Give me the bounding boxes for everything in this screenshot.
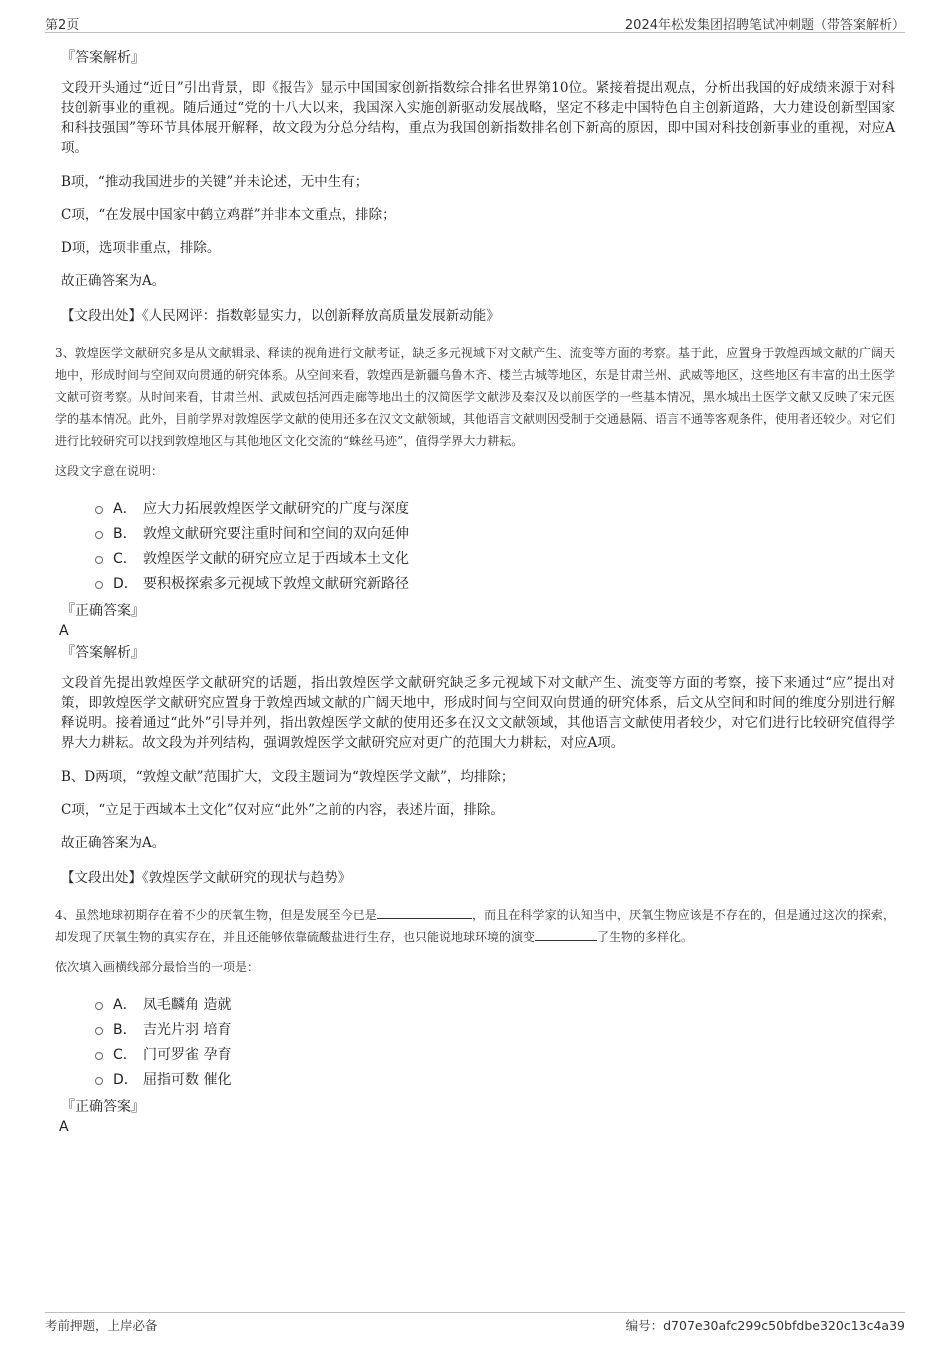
page-content bbox=[55, 40, 895, 1137]
option-text: 屈指可数 催化 bbox=[143, 1071, 232, 1088]
option-letter: C． bbox=[113, 1046, 137, 1063]
radio-icon[interactable] bbox=[95, 556, 103, 564]
q3-stem: 3、敦煌医学文献研究多是从文献辑录、释读的视角进行文献考证，缺乏多元视域下对文献产生、流变等方面的考察。基于此，应置身于敦煌西域文献的广阔天地中，形成时间与空间双向贯通的研究体系。从空间来看，敦煌西是新疆乌鲁木齐、楼兰古城等地区，东是甘肃兰州、武威等地区，这些地区有丰富的出土医学文献可资考察。从时间来看，甘肃兰州、武威包括河西走廊等地出土的汉简医学文献涉及秦汉及以前医学的一些基本情况，黑水城出土医学文献又反映了宋元医学的基本情况。此外，目前学界对敦煌医学文献的使用还多在汉文文献领域，其他语言文献则因受制于交通悬隔、语言不通等客观条件，使用者还较少。对它们进行比较研究可以找到敦煌地区与其他地区文化交流的“蛛丝马迹”，值得学界大力耕耘。 bbox=[55, 346, 896, 448]
option-letter: A． bbox=[113, 500, 137, 517]
radio-icon[interactable] bbox=[95, 1077, 103, 1085]
option-letter: D． bbox=[113, 575, 138, 592]
option-text: 敦煌文献研究要注重时间和空间的双向延伸 bbox=[143, 525, 409, 542]
q4-answer-label: 『正确答案』 bbox=[61, 1099, 145, 1115]
fill-blank-1 bbox=[377, 906, 472, 919]
q2-conclusion: 故正确答案为A。 bbox=[61, 273, 166, 289]
q4-answer: A bbox=[59, 1119, 69, 1135]
q2-option-d-note: D项，选项非重点，排除。 bbox=[61, 240, 221, 256]
q4-option-c[interactable] bbox=[95, 1041, 895, 1066]
page-header bbox=[45, 12, 905, 33]
option-text: 凤毛麟角 造就 bbox=[143, 996, 232, 1013]
q2-analysis-label: 『答案解析』 bbox=[61, 50, 145, 66]
q4-stem-part1: 4、虽然地球初期存在着不少的厌氧生物，但是发展至今已是 bbox=[55, 908, 377, 922]
option-letter: A． bbox=[113, 996, 137, 1013]
q3-option-c-note: C项，“立足于西域本土文化”仅对应“此外”之前的内容，表述片面，排除。 bbox=[61, 802, 504, 818]
radio-icon[interactable] bbox=[95, 581, 103, 589]
radio-icon[interactable] bbox=[95, 1002, 103, 1010]
q4-option-b[interactable] bbox=[95, 1016, 895, 1041]
fill-blank-2 bbox=[535, 928, 597, 941]
q4-prompt: 依次填入画横线部分最恰当的一项是： bbox=[55, 960, 260, 974]
option-letter: B． bbox=[113, 1021, 137, 1038]
q3-answer: A bbox=[59, 623, 69, 639]
radio-icon[interactable] bbox=[95, 1052, 103, 1060]
q3-analysis-label: 『答案解析』 bbox=[61, 645, 145, 661]
page-footer bbox=[45, 1312, 905, 1337]
q3-analysis: 文段首先提出敦煌医学文献研究的话题，指出敦煌医学文献研究缺乏多元视域下对文献产生、流变等方面的考察，接下来通过“应”提出对策，即敦煌医学文献研究应置身于敦煌西域文献的广阔天地中，形成时间与空间双向贯通的研究体系，后文从空间和时间的维度分别进行解释说明。接着通过“此外”引导并列，指出敦煌医学文献的使用还多在汉文文献领域，其他语言文献使用者较少，对它们进行比较研究值得学界大力耕耘。故文段为并列结构，强调敦煌医学文献研究应对更广的范围大力耕耘，对应A项。 bbox=[61, 675, 895, 751]
q3-source: 【文段出处】《敦煌医学文献研究的现状与趋势》 bbox=[61, 870, 352, 886]
page-number: 第2页 bbox=[45, 18, 80, 33]
option-letter: C． bbox=[113, 550, 137, 567]
q3-option-c[interactable] bbox=[95, 545, 895, 570]
radio-icon[interactable] bbox=[95, 531, 103, 539]
q2-option-c-note: C项，“在发展中国家中鹤立鸡群”并非本文重点，排除； bbox=[61, 207, 396, 223]
q3-answer-label: 『正确答案』 bbox=[61, 603, 145, 619]
option-text: 门可罗雀 孕育 bbox=[143, 1046, 232, 1063]
q4-stem-part3: 了生物的多样化。 bbox=[597, 930, 694, 944]
q4-stem-part2: ，而且在科学家的认知当中，厌氧生物应该是不存在的，但是通过这次的探索，却发现了厌氧生物的真实存在，并且还能够依靠硫酸盐进行生存，也只能说地球环境的演变 bbox=[55, 908, 895, 944]
q3-option-bd-note: B、D两项，“敦煌文献”范围扩大，文段主题词为“敦煌医学文献”，均排除； bbox=[61, 769, 515, 785]
option-text: 要积极探索多元视域下敦煌文献研究新路径 bbox=[143, 575, 409, 592]
option-text: 应大力拓展敦煌医学文献研究的广度与深度 bbox=[143, 500, 409, 517]
option-letter: B． bbox=[113, 525, 137, 542]
q4-option-d[interactable] bbox=[95, 1066, 895, 1091]
radio-icon[interactable] bbox=[95, 506, 103, 514]
q3-prompt: 这段文字意在说明： bbox=[55, 464, 164, 478]
radio-icon[interactable] bbox=[95, 1027, 103, 1035]
q2-analysis: 文段开头通过“近日”引出背景，即《报告》显示中国国家创新指数综合排名世界第10位。紧接着提出观点，分析出我国的好成绩来源于对科技创新事业的重视。随后通过“党的十八大以来，我国深入实施创新驱动发展战略，坚定不移走中国特色自主创新道路，大力建设创新型国家和科技强国”等环节具体展开解释，故文段为分总分结构，重点为我国创新指数排名创下新高的原因，即中国对科技创新事业的重视，对应A项。 bbox=[61, 80, 895, 156]
option-text: 敦煌医学文献的研究应立足于西域本土文化 bbox=[143, 550, 409, 567]
option-letter: D． bbox=[113, 1071, 138, 1088]
footer-slogan: 考前押题，上岸必备 bbox=[45, 1318, 158, 1333]
q4-option-a[interactable] bbox=[95, 991, 895, 1016]
option-text: 吉光片羽 培育 bbox=[143, 1021, 232, 1038]
document-id: 编号：d707e30afc299c50bfdbe320c13c4a39 bbox=[625, 1318, 905, 1333]
q3-option-a[interactable] bbox=[95, 495, 895, 520]
q2-option-b-note: B项，“推动我国进步的关键”并未论述，无中生有； bbox=[61, 174, 369, 190]
q4-stem bbox=[55, 904, 895, 948]
document-title: 2024年松发集团招聘笔试冲刺题（带答案解析） bbox=[624, 18, 905, 33]
q3-option-d[interactable] bbox=[95, 570, 895, 595]
q3-option-b[interactable] bbox=[95, 520, 895, 545]
q3-options bbox=[95, 495, 895, 595]
q2-source: 【文段出处】《人民网评：指数彰显实力，以创新释放高质量发展新动能》 bbox=[61, 308, 500, 324]
q3-conclusion: 故正确答案为A。 bbox=[61, 835, 166, 851]
q4-options bbox=[95, 991, 895, 1091]
